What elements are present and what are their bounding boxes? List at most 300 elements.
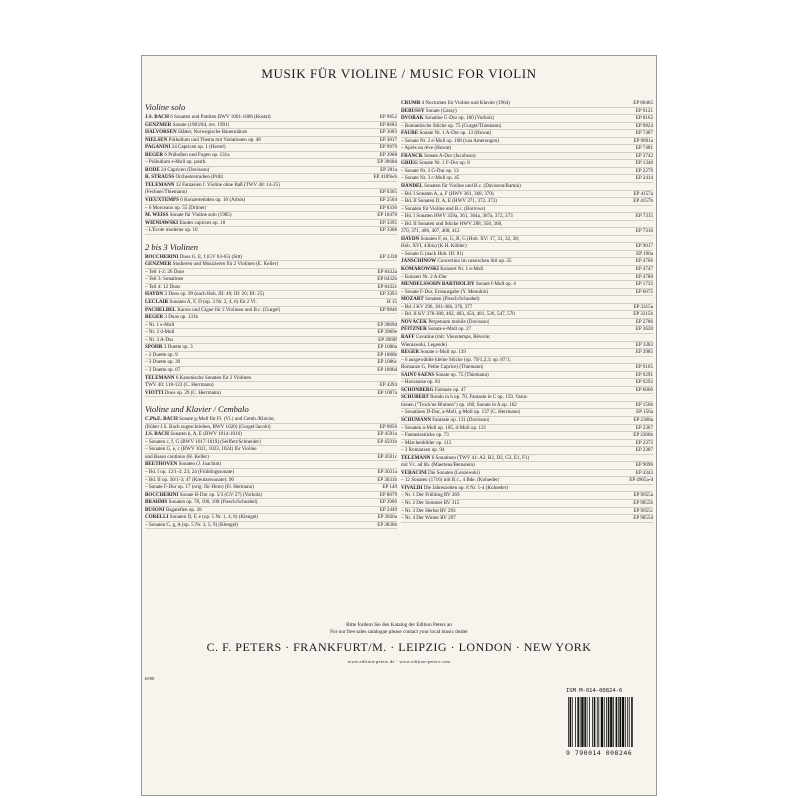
edition-number: EP 4591b bbox=[377, 438, 397, 445]
entry-title bbox=[401, 432, 449, 439]
catalog-entry bbox=[145, 144, 397, 152]
edition-number: EP 7487 bbox=[635, 130, 653, 137]
edition-number: H 15 bbox=[386, 299, 397, 306]
catalog-entry bbox=[145, 314, 397, 322]
entry-title bbox=[401, 508, 456, 515]
work-description: – Bd. I KV 296, 301-306, 376, 377 bbox=[401, 303, 473, 310]
entry-title bbox=[401, 372, 489, 379]
edition-number: EP 156b bbox=[635, 401, 653, 408]
entry-title bbox=[401, 228, 460, 235]
barcode-bar bbox=[613, 697, 614, 747]
catalog-entry bbox=[401, 243, 653, 251]
edition-number: EP 2279 bbox=[635, 167, 653, 174]
entry-title bbox=[145, 152, 230, 159]
entry-title bbox=[401, 160, 470, 167]
catalog-entry bbox=[401, 447, 653, 455]
entry-title bbox=[401, 183, 521, 190]
catalog-entry bbox=[401, 440, 653, 448]
catalog-entry bbox=[145, 197, 397, 205]
catalog-entry bbox=[401, 425, 653, 433]
entry-title bbox=[145, 375, 251, 382]
work-description: Sonate (1983/84, rev. 1991) bbox=[172, 121, 230, 128]
work-description: Cavatine (mit: Vieuxtemps, Rêverie; bbox=[415, 333, 491, 340]
composer-name: REGER bbox=[401, 349, 420, 356]
catalog-entry bbox=[145, 454, 397, 462]
catalog-entry bbox=[145, 284, 397, 292]
work-description: – Teil 3: Sonatinen bbox=[145, 276, 184, 283]
catalog-entry bbox=[145, 205, 397, 213]
work-description: Präludium und Thema mit Variationen op. 48 bbox=[168, 136, 261, 143]
catalog-entry bbox=[145, 261, 397, 269]
edition-number: EP 7481 bbox=[635, 145, 653, 152]
edition-number: EP 9055d bbox=[633, 515, 653, 522]
entry-title bbox=[401, 198, 497, 205]
work-description: Sonate g-Moll für Fl. (Vl.) und Cemb./Klavier, bbox=[179, 416, 275, 423]
catalog-entry bbox=[401, 409, 653, 417]
entry-title bbox=[145, 390, 221, 397]
composer-name: HAYDN bbox=[145, 291, 164, 298]
entry-title bbox=[401, 334, 490, 341]
entry-title bbox=[145, 189, 187, 196]
catalog-entry bbox=[145, 477, 397, 485]
catalog-entry bbox=[145, 424, 397, 432]
catalog-entry bbox=[401, 198, 653, 206]
entry-title bbox=[401, 274, 447, 281]
barcode-bar bbox=[572, 697, 573, 747]
edition-number: EP 1340 bbox=[635, 160, 653, 167]
edition-number: EP 156a bbox=[636, 409, 653, 416]
catalog-entry bbox=[401, 326, 653, 334]
work-description: Sonaten (J. Joachim) bbox=[178, 461, 222, 468]
entry-title bbox=[401, 206, 485, 213]
edition-number: EP 8683 bbox=[379, 121, 397, 128]
entry-title bbox=[145, 284, 180, 291]
catalog-entry bbox=[401, 266, 653, 274]
edition-number: EP 281a bbox=[380, 166, 397, 173]
composer-name: REGER bbox=[145, 314, 164, 321]
edition-number: EP 3083 bbox=[379, 129, 397, 136]
catalog-entry bbox=[145, 291, 397, 299]
work-description: – Sonate F-Dur op. 17 (orig. für Horn) (Fr. Hermann) bbox=[145, 484, 254, 491]
section-heading: Violine und Klavier / Cembalo bbox=[145, 404, 249, 415]
edition-number: EP 3031b bbox=[377, 476, 397, 483]
catalog-entry bbox=[401, 251, 653, 259]
catalog-entry bbox=[145, 152, 397, 160]
catalog-entry bbox=[401, 402, 653, 410]
work-description: TWV 40: 118-123 (C. Herrmann) bbox=[145, 382, 214, 389]
entry-title bbox=[401, 138, 499, 145]
composer-name: REGER bbox=[145, 151, 164, 158]
work-description: – Bd. I Sonaten HWV 359a, 361, 364a, 367a, 372, 373 bbox=[401, 213, 513, 220]
barcode-image bbox=[568, 697, 650, 747]
work-description: – Bd. II KV 378-380, 402, 403, 454, 481, 526, 547, 570 bbox=[401, 311, 515, 318]
edition-number: EP 1087a bbox=[377, 389, 397, 396]
work-description: – Teil 1-2: 26 Duos bbox=[145, 268, 185, 275]
edition-number: EP 3968d bbox=[377, 159, 397, 166]
composer-name: JANSCHINOW bbox=[401, 258, 437, 265]
catalog-entry bbox=[145, 182, 397, 190]
work-description: 6 Präludien und Fugen op. 131a bbox=[164, 151, 230, 158]
catalog-entry bbox=[401, 492, 653, 500]
composer-name: HÄNDEL bbox=[401, 183, 423, 190]
entry-title bbox=[401, 100, 510, 107]
composer-name: TELEMANN bbox=[145, 181, 175, 188]
edition-number: EP 3969d bbox=[377, 321, 397, 328]
work-description: Sonaten A, F, D (op. 3 Nr. 2, 4, 6) für 2 Vl. bbox=[169, 299, 257, 306]
entry-title bbox=[145, 477, 234, 484]
edition-number: EP 3368 bbox=[379, 227, 397, 234]
catalog-entry bbox=[401, 289, 653, 297]
catalog-entry bbox=[145, 129, 397, 137]
work-description: – Nr. 3 A-Dur bbox=[145, 336, 174, 343]
work-description: – 3 Romanzen op. 94 bbox=[401, 447, 445, 454]
work-description: Sonate op. 75 (Thiemann) bbox=[435, 371, 489, 378]
edition-number: EP 8162 bbox=[635, 115, 653, 122]
composer-name: RODE bbox=[145, 166, 160, 173]
work-description: Hob. XVI, 43bis) (K.H. Köhler) bbox=[401, 243, 467, 250]
catalog-entry bbox=[401, 296, 653, 304]
entry-title bbox=[145, 344, 193, 351]
composer-name: PAGANINI bbox=[145, 144, 171, 151]
barcode-bar bbox=[598, 697, 599, 747]
edition-number: EP 9979 bbox=[379, 144, 397, 151]
right-column bbox=[401, 100, 653, 523]
entry-title bbox=[145, 307, 280, 314]
catalog-entry bbox=[401, 168, 653, 176]
edition-number: EP 3315a bbox=[633, 303, 653, 310]
composer-name: R. STRAUSS bbox=[145, 174, 175, 181]
edition-number: EP 4591c bbox=[377, 453, 397, 460]
catalog-entry bbox=[401, 319, 653, 327]
work-description: 6 Konzertetüden op. 16 (Arbós) bbox=[180, 197, 246, 204]
catalog-note bbox=[141, 622, 657, 635]
barcode-bar bbox=[619, 697, 621, 747]
work-description: 24 Capricen op. 1 (Herrel) bbox=[171, 144, 226, 151]
catalog-entry bbox=[401, 130, 653, 138]
work-description: Sonate für Violine solo (1985) bbox=[169, 212, 232, 219]
work-description: – Sonate G (nach Hob. III: 81) bbox=[401, 250, 464, 257]
edition-number: EP 9105 bbox=[635, 364, 653, 371]
catalog-entry bbox=[145, 299, 397, 307]
catalog-entry bbox=[145, 344, 397, 352]
work-description: – Sonate F-Dur, Erstausgabe (Y. Menuhin) bbox=[401, 288, 488, 295]
barcode-bar bbox=[577, 697, 579, 747]
work-description: und Basso continuo (H. Keller) bbox=[145, 453, 209, 460]
entry-title bbox=[401, 145, 451, 152]
edition-number: EP 3393 bbox=[379, 291, 397, 298]
edition-number: EP 3969e bbox=[377, 329, 397, 336]
catalog-entry bbox=[145, 159, 397, 167]
entry-title bbox=[401, 485, 508, 492]
composer-name: RAFF bbox=[401, 333, 415, 340]
catalog-entry bbox=[401, 206, 653, 214]
entry-title bbox=[145, 212, 232, 219]
work-description: Die Jahreszeiten op. 8 Nr. 1-4 (Kolneder) bbox=[423, 484, 509, 491]
edition-number: EP 3836a bbox=[377, 514, 397, 521]
work-description: Slåtter, Norwegische Bauerntänze bbox=[177, 129, 248, 136]
entry-title bbox=[401, 168, 459, 175]
entry-title bbox=[145, 329, 174, 336]
catalog-entry bbox=[401, 349, 653, 357]
edition-number: EP 3383 bbox=[635, 341, 653, 348]
composer-name: HALVORSEN bbox=[145, 129, 177, 136]
catalog-entry bbox=[401, 477, 653, 485]
composer-name: SPOHR bbox=[145, 344, 163, 351]
catalog-note-de: Bitte fordern Sie den Katalog der Edition Peters an bbox=[346, 622, 452, 628]
edition-number: EP 9096 bbox=[635, 462, 653, 469]
work-description: – Sonaten C, g, A (op. 5 Nr. 3, 5, 9) (Klengel) bbox=[145, 521, 238, 528]
work-description: Romanze G, Petite Caprice) (Thiemann) bbox=[401, 364, 484, 371]
barcode-bar bbox=[581, 697, 583, 747]
entry-title bbox=[401, 342, 447, 349]
catalog-entry bbox=[401, 342, 653, 350]
entry-title bbox=[145, 205, 206, 212]
catalog-entry bbox=[401, 123, 653, 131]
work-description: Duos G, E, f (GV 63-65) (Sitt) bbox=[179, 253, 243, 260]
catalog-entry bbox=[401, 258, 653, 266]
edition-number: EP 2387 bbox=[635, 447, 653, 454]
edition-number: EP 4189wb bbox=[373, 174, 397, 181]
entry-title bbox=[145, 454, 209, 461]
entry-title bbox=[401, 447, 444, 454]
entry-title bbox=[401, 402, 517, 409]
edition-number: EP 2372 bbox=[635, 439, 653, 446]
composer-name: CRUMB bbox=[401, 100, 421, 106]
composer-name: VIEUXTEMPS bbox=[145, 197, 179, 204]
entry-title bbox=[401, 462, 475, 469]
barcode-bar bbox=[580, 697, 581, 747]
edition-number: EP 1086c bbox=[377, 359, 397, 366]
entry-title bbox=[145, 261, 278, 268]
catalog-entry bbox=[145, 137, 397, 145]
catalog-entry bbox=[145, 367, 397, 375]
edition-number: EP 190a bbox=[636, 250, 653, 257]
edition-number: EP 6060 bbox=[635, 386, 653, 393]
composer-name: DVOŘÁK bbox=[401, 115, 424, 122]
work-description: – Teil 4: 12 Duos bbox=[145, 283, 181, 290]
catalog-entry bbox=[401, 455, 653, 463]
edition-number: EP 10478 bbox=[377, 212, 397, 219]
edition-number: EP 9824 bbox=[635, 122, 653, 129]
entry-title bbox=[145, 446, 257, 453]
entry-title bbox=[401, 455, 529, 462]
composer-name: BEETHOVEN bbox=[145, 461, 178, 468]
composer-name: J.S. BACH bbox=[145, 114, 169, 120]
entry-title bbox=[401, 357, 511, 364]
edition-number: EP 4157a bbox=[633, 190, 653, 197]
work-description: 4 Nocturnes für Violine und Klavier (1964) bbox=[421, 100, 510, 106]
work-description: Sonatine G-Dur op. 100 (Vorholz) bbox=[424, 115, 495, 122]
barcode-bar bbox=[631, 697, 633, 747]
entry-title bbox=[401, 440, 451, 447]
work-description: – Après un rêve (Howat) bbox=[401, 145, 452, 152]
composer-name: SAINT-SAËNS bbox=[401, 371, 435, 378]
edition-number: EP 2366b bbox=[633, 432, 653, 439]
edition-number: EP 3338 bbox=[379, 253, 397, 260]
catalog-entry bbox=[145, 375, 397, 383]
composer-name: FAURÉ bbox=[401, 130, 419, 137]
entry-title bbox=[145, 159, 206, 166]
edition-number: EP 6075 bbox=[635, 288, 653, 295]
work-description: – Sonate Nr. 2 e-Moll op. 108 (van Amerongen) bbox=[401, 137, 499, 144]
edition-number: EP 9891a bbox=[633, 137, 653, 144]
catalog-entry bbox=[145, 227, 397, 235]
catalog-entry bbox=[401, 175, 653, 183]
work-description: mit Vc. ad lib. (Maertens/Bernstein) bbox=[401, 462, 475, 469]
barcode-bar bbox=[568, 697, 569, 747]
catalog-entry bbox=[401, 357, 653, 365]
catalog-entry bbox=[145, 329, 397, 337]
catalog-entry bbox=[401, 160, 653, 168]
catalog-entry bbox=[401, 311, 653, 319]
composer-name: NOVÁČEK bbox=[401, 318, 428, 325]
edition-number: EP 8432c bbox=[377, 283, 397, 290]
composer-name: J.S. BACH bbox=[145, 431, 169, 438]
work-description: – Nr. 4 Der Winter RV 297 bbox=[401, 515, 456, 522]
work-description: Sonaten F, es, G, B, G (Hob. XV: 17, 31, 32, 38; bbox=[420, 235, 520, 242]
catalog-entry bbox=[401, 115, 653, 123]
composer-name: GRIEG bbox=[401, 160, 418, 167]
barcode-bar bbox=[597, 697, 598, 747]
catalog-entry bbox=[401, 508, 653, 516]
edition-number: EP 8432b bbox=[377, 276, 397, 283]
entry-title bbox=[401, 289, 488, 296]
work-description: – Sonaten G, e, c (BWV 1021, 1023, 1024) für Violine bbox=[145, 446, 257, 453]
entry-title bbox=[401, 266, 483, 273]
entry-title bbox=[145, 291, 264, 298]
entry-title bbox=[145, 174, 223, 181]
entry-title bbox=[145, 276, 183, 283]
edition-number: EP 9846 bbox=[379, 306, 397, 313]
edition-number: EP 9121 bbox=[635, 107, 653, 114]
work-description: 24 Capricen (Davisson) bbox=[161, 166, 210, 173]
edition-number: EP 8079 bbox=[379, 491, 397, 498]
work-description: – Nr. 1 e-Moll bbox=[145, 321, 175, 328]
catalog-entry bbox=[401, 138, 653, 146]
entry-title bbox=[145, 359, 180, 366]
edition-number: EP 4965a-d bbox=[629, 477, 653, 484]
catalog-entry bbox=[401, 470, 653, 478]
entry-title bbox=[401, 236, 519, 243]
edition-number: EP 7315 bbox=[635, 213, 653, 220]
edition-number: EP 3315b bbox=[633, 311, 653, 318]
work-description: Sonaten op. 78, 100, 108 (Flesch/Schnabel) bbox=[168, 499, 258, 506]
work-description: Wieniawski, Legende) bbox=[401, 341, 447, 348]
composer-name: FRANCK bbox=[401, 152, 423, 159]
composer-name: KOMAROWSKI bbox=[401, 266, 439, 273]
edition-number: EP 2786 bbox=[635, 318, 653, 325]
catalog-entry bbox=[145, 522, 397, 530]
section-heading: 2 bis 3 Violinen bbox=[145, 241, 198, 252]
catalog-entry bbox=[145, 220, 397, 228]
catalog-entry bbox=[401, 500, 653, 508]
work-description: 3 Duette op. 3 bbox=[163, 344, 193, 351]
work-description: – Bd. I op. 12/1-3; 23; 24 (Frühlingssonate) bbox=[145, 468, 234, 475]
edition-number: EP 1086d bbox=[377, 366, 397, 373]
catalog-entry bbox=[145, 461, 397, 469]
work-description: Fantasie op. 131 (Davisson) bbox=[432, 416, 490, 423]
section-heading: Violine solo bbox=[145, 102, 186, 112]
work-description: – 12 Sonaten (1716) mit B.c., 4 Bde. (Kolneder) bbox=[401, 477, 500, 484]
catalog-entry bbox=[401, 108, 653, 116]
catalog-entry bbox=[145, 507, 397, 515]
work-description: – Nr. 3 Der Herbst RV 293 bbox=[401, 507, 456, 514]
barcode-bar bbox=[629, 697, 630, 747]
composer-name: PACHELBEL bbox=[145, 306, 177, 313]
catalog-note-en: For our free sales catalogue please contact your local music dealer bbox=[330, 628, 468, 635]
entry-title bbox=[145, 167, 209, 174]
entry-title bbox=[145, 182, 280, 189]
entry-title bbox=[401, 349, 466, 356]
entry-title bbox=[401, 304, 472, 311]
entry-title bbox=[401, 492, 460, 499]
work-description: – Romantische Stücke op. 75 (Gurgel/Thiemann) bbox=[401, 122, 502, 129]
catalog-entry bbox=[401, 364, 653, 372]
catalog-entry bbox=[145, 174, 397, 182]
barcode-bar bbox=[606, 697, 607, 747]
work-description: – Nr. 2 Der Sommer RV 315 bbox=[401, 499, 460, 506]
entry-title bbox=[401, 130, 491, 137]
edition-number: EP 2564 bbox=[379, 197, 397, 204]
edition-number: EP 4591a bbox=[377, 431, 397, 438]
catalog-entry bbox=[145, 322, 397, 330]
composer-name: HAYDN bbox=[401, 235, 420, 242]
entry-title bbox=[401, 251, 463, 258]
composer-name: PFITZNER bbox=[401, 326, 427, 333]
entry-title bbox=[401, 425, 486, 432]
barcode-bar bbox=[608, 697, 610, 747]
entry-title bbox=[145, 114, 271, 121]
work-description: – Fantasiestücke op. 73 bbox=[401, 432, 449, 439]
entry-title bbox=[145, 492, 262, 499]
work-description: Sonate c-Moll op. 139 bbox=[420, 349, 466, 356]
left-column bbox=[145, 100, 397, 529]
work-description: – Sonate Nr. 3 c-Moll op. 45 bbox=[401, 175, 460, 182]
catalog-entry bbox=[401, 183, 653, 191]
work-description: Etudes caprices op. 18 bbox=[179, 219, 226, 226]
composer-name: VERACINI bbox=[401, 469, 427, 476]
catalog-entry bbox=[401, 372, 653, 380]
entry-title bbox=[145, 314, 198, 321]
entry-title bbox=[145, 122, 229, 129]
barcode-bar bbox=[618, 697, 619, 747]
edition-number: EP 149 bbox=[382, 484, 397, 491]
edition-number: EP 2449 bbox=[379, 506, 397, 513]
edition-number: EP 8432a bbox=[377, 268, 397, 275]
composer-name: M. WEISS bbox=[145, 212, 169, 219]
catalog-entry bbox=[145, 416, 397, 424]
catalog-entry bbox=[401, 274, 653, 282]
catalog-entry bbox=[145, 254, 397, 262]
entry-title bbox=[145, 129, 247, 136]
entry-title bbox=[401, 379, 440, 386]
work-description: 3 Duos op. 131b bbox=[164, 314, 199, 321]
entry-title bbox=[401, 115, 494, 122]
entry-title bbox=[145, 416, 275, 423]
edition-number: EP 8336 bbox=[379, 204, 397, 211]
entry-title bbox=[145, 484, 254, 491]
work-description: – Bd. II op. 30/1-3; 47 (Kreutzersonate); 96 bbox=[145, 476, 234, 483]
work-description: Kanon und Gigue für 3 Violinen und B.c. (Gurgel) bbox=[177, 306, 281, 313]
edition-number: EP 9365 bbox=[379, 189, 397, 196]
edition-number: EP 4747 bbox=[635, 266, 653, 273]
work-description: Studieren und Musizieren für 2 Violinen (E. Keller) bbox=[172, 261, 279, 268]
catalog-entry bbox=[401, 228, 653, 236]
edition-number: EP 1086b bbox=[377, 351, 397, 358]
entry-title bbox=[145, 507, 202, 514]
work-description: – Nr. 1 Der Frühling RV 269 bbox=[401, 492, 460, 499]
catalog-entry bbox=[145, 492, 397, 500]
